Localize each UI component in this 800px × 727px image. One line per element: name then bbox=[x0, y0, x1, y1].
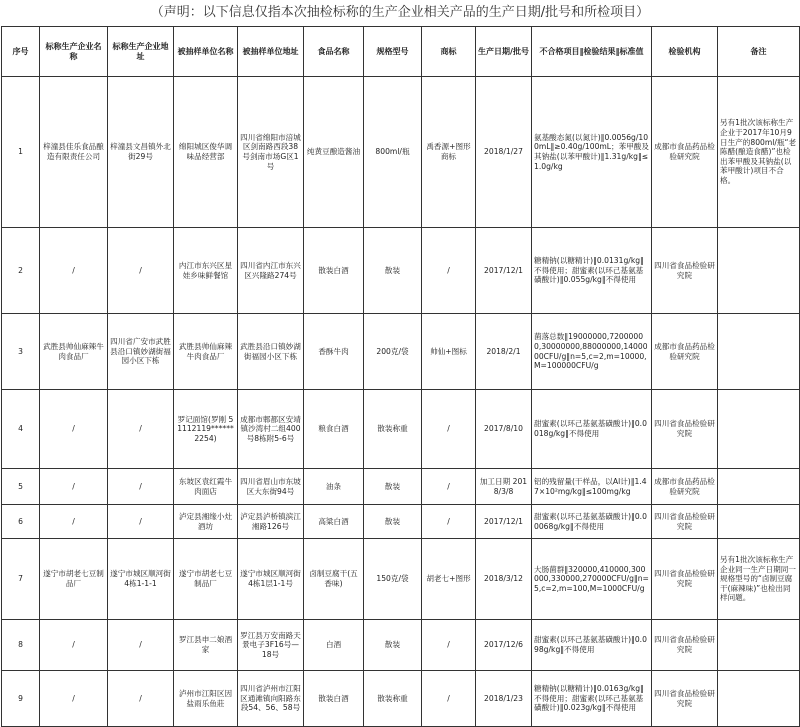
cell-no: 8 bbox=[2, 620, 40, 671]
header-cell: 标称生产企业地址 bbox=[108, 27, 174, 77]
cell-food: 纯黄豆酿造酱油 bbox=[304, 77, 364, 228]
cell-result: 菌落总数‖19000000,72000000,30000000,88000000,1400000CFU/g‖n=5,c=2,m=10000,M=100000CFU/g bbox=[532, 314, 652, 390]
cell-food: 白酒 bbox=[304, 620, 364, 671]
cell-sampled-addr: 罗江县万安南路天景电子3F16号—18号 bbox=[238, 620, 304, 671]
cell-date: 2018/1/23 bbox=[476, 671, 532, 727]
cell-spec: 散装 bbox=[364, 620, 422, 671]
cell-date: 2017/12/1 bbox=[476, 228, 532, 314]
header-cell: 生产日期/批号 bbox=[476, 27, 532, 77]
cell-agency: 四川省食品检验研究院 bbox=[652, 620, 718, 671]
cell-date: 2017/12/1 bbox=[476, 505, 532, 539]
header-cell: 食品名称 bbox=[304, 27, 364, 77]
cell-mfr-name: / bbox=[40, 620, 108, 671]
cell-remark bbox=[718, 671, 800, 727]
cell-date: 2017/12/6 bbox=[476, 620, 532, 671]
cell-spec: 散装 bbox=[364, 228, 422, 314]
cell-mfr-addr: 遂宁市城区顺河街4栋1-1-1 bbox=[108, 539, 174, 620]
cell-food: 高粱白酒 bbox=[304, 505, 364, 539]
cell-spec: 散装称重 bbox=[364, 390, 422, 469]
cell-sampled-name: 遂宁市胡老七豆制品厂 bbox=[174, 539, 238, 620]
cell-mfr-addr: / bbox=[108, 620, 174, 671]
cell-mfr-name: / bbox=[40, 469, 108, 505]
cell-sampled-addr: 泸定县泸桥镇滨江湘路126号 bbox=[238, 505, 304, 539]
cell-result: 氨基酸态氮(以氮计)‖0.0056g/100mL‖≥0.40g/100mL；苯甲酸及其钠盐(以苯甲酸计)‖1.31g/kg‖≤1.0g/kg bbox=[532, 77, 652, 228]
cell-sampled-name: 罗记面馆(罗刚 51112119******2254) bbox=[174, 390, 238, 469]
cell-result: 铝的残留量(干样品，以Al计)‖1.47×10²mg/kg‖≤100mg/kg bbox=[532, 469, 652, 505]
cell-mfr-name: / bbox=[40, 228, 108, 314]
cell-sampled-name: 武胜县帅仙麻辣牛肉食品厂 bbox=[174, 314, 238, 390]
table-header-row bbox=[2, 27, 800, 77]
cell-remark bbox=[718, 228, 800, 314]
cell-no: 3 bbox=[2, 314, 40, 390]
cell-brand: / bbox=[422, 228, 476, 314]
table-row bbox=[2, 671, 800, 727]
header-cell: 被抽样单位名称 bbox=[174, 27, 238, 77]
header-cell: 商标 bbox=[422, 27, 476, 77]
cell-brand: / bbox=[422, 390, 476, 469]
cell-mfr-addr: / bbox=[108, 469, 174, 505]
cell-remark bbox=[718, 505, 800, 539]
cell-no: 4 bbox=[2, 390, 40, 469]
cell-food: 卤制豆腐干(五香味) bbox=[304, 539, 364, 620]
table-row bbox=[2, 390, 800, 469]
cell-mfr-name: / bbox=[40, 505, 108, 539]
cell-remark bbox=[718, 390, 800, 469]
cell-result: 甜蜜素(以环己基氨基磺酸计)‖0.0018g/kg‖不得使用 bbox=[532, 390, 652, 469]
header-cell: 不合格项目‖检验结果‖标准值 bbox=[532, 27, 652, 77]
cell-mfr-name: 梓潼县佳乐食品酿造有限责任公司 bbox=[40, 77, 108, 228]
cell-remark bbox=[718, 469, 800, 505]
cell-result: 糖精钠(以糖精计)‖0.0131g/kg‖不得使用；甜蜜素(以环己基氨基磺酸计)‖0.055g/kg‖不得使用 bbox=[532, 228, 652, 314]
cell-spec: 150克/袋 bbox=[364, 539, 422, 620]
cell-mfr-addr: 梓潼县文昌镇外北街29号 bbox=[108, 77, 174, 228]
cell-agency: 四川省食品检验研究院 bbox=[652, 539, 718, 620]
cell-brand: 胡老七+图形 bbox=[422, 539, 476, 620]
cell-sampled-name: 内江市东兴区星娃乡味鲜餐馆 bbox=[174, 228, 238, 314]
header-cell: 规格型号 bbox=[364, 27, 422, 77]
cell-result: 甜蜜素(以环己基氨基磺酸计)‖0.00068g/kg‖不得使用 bbox=[532, 505, 652, 539]
cell-remark: 另有1批次该标称生产企业于2017年10月9日生产的800ml/瓶“老陈醋(酿造食醋)”也检出苯甲酸及其钠盐(以苯甲酸计)项目不合格。 bbox=[718, 77, 800, 228]
header-cell: 序号 bbox=[2, 27, 40, 77]
table-row bbox=[2, 469, 800, 505]
table-row bbox=[2, 620, 800, 671]
cell-agency: 成都市食品药品检验研究院 bbox=[652, 77, 718, 228]
cell-agency: 成都市食品药品检验研究院 bbox=[652, 314, 718, 390]
cell-sampled-addr: 成都市郫都区安靖镇沙湾村二组400号8栋附5-6号 bbox=[238, 390, 304, 469]
table-row bbox=[2, 77, 800, 228]
cell-sampled-name: 泸州市江阳区因盐雨乐鱼莊 bbox=[174, 671, 238, 727]
cell-no: 9 bbox=[2, 671, 40, 727]
cell-mfr-addr: / bbox=[108, 671, 174, 727]
cell-mfr-addr: / bbox=[108, 505, 174, 539]
cell-mfr-name: 武胜县帅仙麻辣牛肉食品厂 bbox=[40, 314, 108, 390]
cell-result: 大肠菌群‖320000,410000,300000,330000,270000CFU/g‖n=5,c=2,m=100,M=1000CFU/g bbox=[532, 539, 652, 620]
header-cell: 标称生产企业名称 bbox=[40, 27, 108, 77]
cell-sampled-addr: 四川省绵阳市涪城区剑南路西段38号剑南市场G区1号 bbox=[238, 77, 304, 228]
cell-brand: / bbox=[422, 505, 476, 539]
cell-result: 糖精钠(以糖精计)‖0.0163g/kg‖不得使用；甜蜜素(以环己基氨基磺酸计)‖0.023g/kg‖不得使用 bbox=[532, 671, 652, 727]
table-row bbox=[2, 505, 800, 539]
table-row bbox=[2, 539, 800, 620]
table-row bbox=[2, 228, 800, 314]
cell-date: 2017/8/10 bbox=[476, 390, 532, 469]
cell-remark bbox=[718, 314, 800, 390]
cell-agency: 四川省食品检验研究院 bbox=[652, 505, 718, 539]
cell-remark: 另有1批次该标称生产企业同一生产日期同一规格型号的“卤制豆腐干(麻辣味)”也检出同样问题。 bbox=[718, 539, 800, 620]
cell-food: 油条 bbox=[304, 469, 364, 505]
cell-agency: 四川省食品检验研究院 bbox=[652, 671, 718, 727]
cell-brand: / bbox=[422, 469, 476, 505]
cell-no: 1 bbox=[2, 77, 40, 228]
cell-sampled-addr: 遂宁市城区顺河街4栋1层1-1号 bbox=[238, 539, 304, 620]
cell-brand: / bbox=[422, 620, 476, 671]
cell-food: 粮食白酒 bbox=[304, 390, 364, 469]
cell-agency: 四川省食品检验研究院 bbox=[652, 228, 718, 314]
table-row bbox=[2, 314, 800, 390]
cell-date: 2018/3/12 bbox=[476, 539, 532, 620]
cell-brand: 禹香源+图形商标 bbox=[422, 77, 476, 228]
cell-mfr-name: 遂宁市胡老七豆制品厂 bbox=[40, 539, 108, 620]
cell-no: 2 bbox=[2, 228, 40, 314]
cell-sampled-addr: 武胜县沿口镇妙湖街福园小区下栋 bbox=[238, 314, 304, 390]
cell-no: 7 bbox=[2, 539, 40, 620]
cell-sampled-name: 罗江县申二娘酒家 bbox=[174, 620, 238, 671]
cell-food: 香酥牛肉 bbox=[304, 314, 364, 390]
cell-sampled-name: 泸定县湘缘小灶酒坊 bbox=[174, 505, 238, 539]
inspection-table bbox=[1, 26, 800, 727]
cell-agency: 四川省食品检验研究院 bbox=[652, 390, 718, 469]
cell-food: 散装白酒 bbox=[304, 228, 364, 314]
cell-no: 6 bbox=[2, 505, 40, 539]
cell-brand: 帅仙+图标 bbox=[422, 314, 476, 390]
cell-brand: / bbox=[422, 671, 476, 727]
cell-food: 散装白酒 bbox=[304, 671, 364, 727]
header-cell: 检验机构 bbox=[652, 27, 718, 77]
header-cell: 备注 bbox=[718, 27, 800, 77]
cell-remark bbox=[718, 620, 800, 671]
cell-sampled-name: 绵阳城区俊华调味品经营部 bbox=[174, 77, 238, 228]
cell-sampled-addr: 四川省眉山市东坡区大东街94号 bbox=[238, 469, 304, 505]
cell-sampled-addr: 四川省内江市东兴区兴隆路274号 bbox=[238, 228, 304, 314]
cell-spec: 散装 bbox=[364, 505, 422, 539]
cell-mfr-addr: / bbox=[108, 228, 174, 314]
cell-no: 5 bbox=[2, 469, 40, 505]
cell-date: 加工日期 2018/3/8 bbox=[476, 469, 532, 505]
cell-mfr-name: / bbox=[40, 671, 108, 727]
cell-spec: 散装称重 bbox=[364, 671, 422, 727]
cell-spec: 800ml/瓶 bbox=[364, 77, 422, 228]
declaration-notice: （声明：以下信息仅指本次抽检标称的生产企业相关产品的生产日期/批号和所检项目） bbox=[150, 5, 650, 20]
cell-date: 2018/2/1 bbox=[476, 314, 532, 390]
cell-date: 2018/1/27 bbox=[476, 77, 532, 228]
cell-sampled-addr: 四川省泸州市江阳区通滩镇向阳路东段54、56、58号 bbox=[238, 671, 304, 727]
header-cell: 被抽样单位地址 bbox=[238, 27, 304, 77]
cell-mfr-addr: / bbox=[108, 390, 174, 469]
cell-mfr-name: / bbox=[40, 390, 108, 469]
cell-mfr-addr: 四川省广安市武胜县沿口镇妙湖街福园小区下栋 bbox=[108, 314, 174, 390]
cell-agency: 成都市食品药品检验研究院 bbox=[652, 469, 718, 505]
cell-sampled-name: 东坡区袁红霞牛肉面店 bbox=[174, 469, 238, 505]
cell-result: 甜蜜素(以环己基氨基磺酸计)‖0.098g/kg‖不得使用 bbox=[532, 620, 652, 671]
cell-spec: 散装 bbox=[364, 469, 422, 505]
cell-spec: 200克/袋 bbox=[364, 314, 422, 390]
